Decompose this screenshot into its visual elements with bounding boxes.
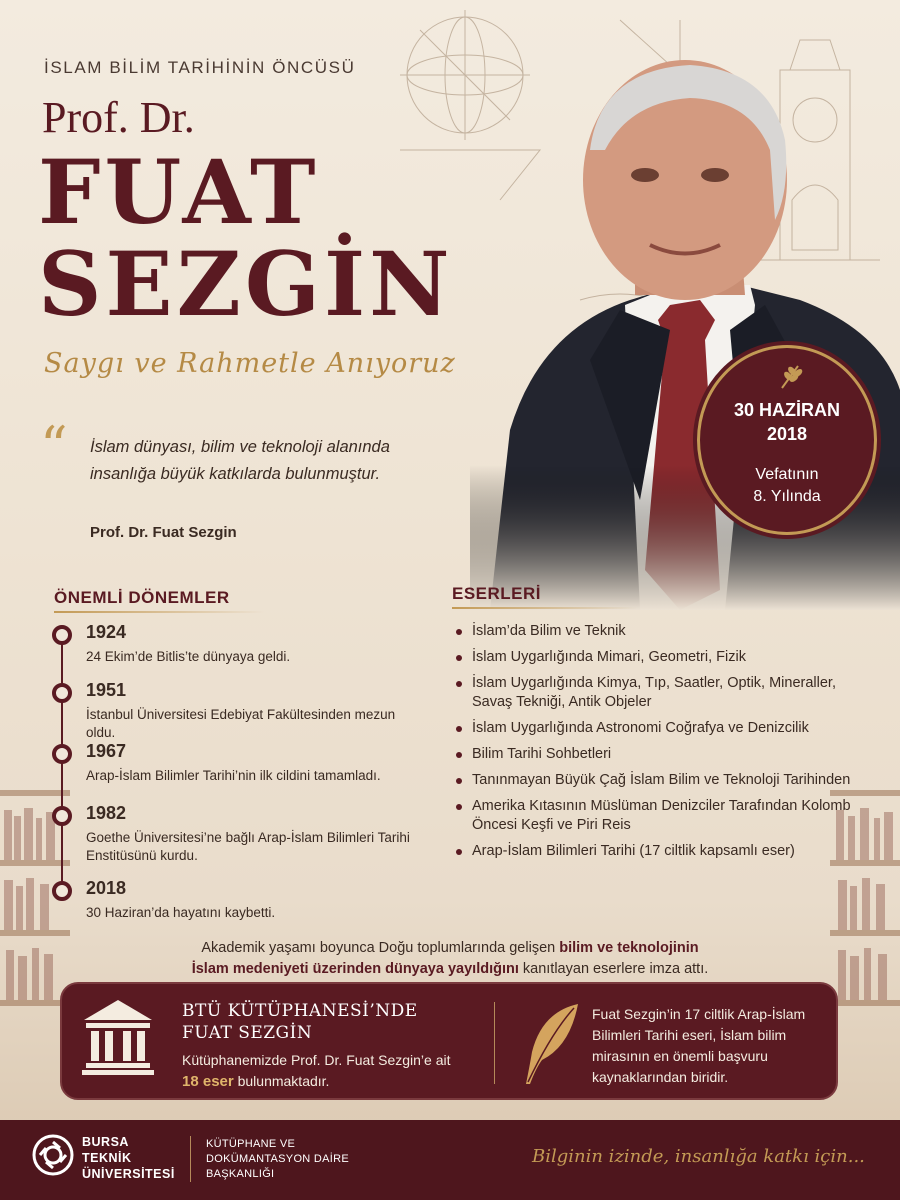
timeline-year: 1967: [86, 741, 127, 761]
footer-slogan: Bilginin izinde, insanlığa katkı için...: [532, 1146, 865, 1167]
quote-author: Prof. Dr. Fuat Sezgin: [90, 524, 237, 541]
quote-mark-icon: “: [40, 415, 68, 478]
banner-divider: [494, 1002, 495, 1084]
library-title-line-2: FUAT SEZGİN: [182, 1023, 313, 1043]
list-item: [452, 622, 852, 641]
timeline-year: 1924: [86, 622, 127, 642]
library-text: [182, 1050, 482, 1092]
first-name: FUAT: [38, 140, 320, 244]
university-name: [82, 1134, 175, 1182]
header-kicker: İSLAM BİLİM TARİHİNİN ÖNCÜSÜ: [44, 58, 356, 77]
summary-highlight-1: bilim ve teknolojinin: [559, 940, 699, 956]
timeline-desc: Goethe Üniversitesi’ne bağlı Arap-İslam Bilimleri Tarihi Enstitüsünü kurdu.: [86, 830, 410, 863]
bullet-icon: [456, 629, 462, 635]
bullet-icon: [456, 849, 462, 855]
summary-part-1: Akademik yaşamı boyunca Doğu toplumlarında gelişen: [201, 940, 560, 956]
timeline-dot: [52, 625, 72, 645]
wheat-icon: [776, 362, 804, 390]
date-badge: [697, 345, 877, 535]
bullet-icon: [456, 681, 462, 687]
work-title: İslam’da Bilim ve Teknik: [472, 623, 626, 639]
university-logo-icon: [30, 1132, 76, 1178]
tribute-line: Saygı ve Rahmetle Anıyoruz: [44, 348, 456, 379]
list-item: [452, 719, 852, 738]
list-item: [452, 771, 852, 790]
timeline-desc: Arap-İslam Bilimler Tarihi’nin ilk cildini tamamladı.: [86, 768, 381, 783]
timeline-dot: [52, 683, 72, 703]
date-line-2: 2018: [766, 424, 808, 444]
timeline-desc: 30 Haziran’da hayatını kaybetti.: [86, 905, 276, 920]
library-building-icon: [80, 996, 156, 1076]
date-sub-2: 8. Yılında: [753, 488, 821, 505]
library-right-text: Fuat Sezgin’in 17 ciltlik Arap-İslam Bilimleri Tarihi eseri, İslam bilim mirasının en önemli başvuru kaynaklarından biridir.: [592, 1006, 806, 1085]
department-name-line-2: DOKÜMANTASYON DAİRE: [206, 1153, 350, 1165]
list-item: [452, 842, 852, 861]
library-title: [182, 1000, 418, 1044]
university-name-line-1: BURSA: [82, 1135, 129, 1149]
list-item: [452, 797, 852, 835]
timeline-year: 1982: [86, 803, 127, 823]
footer: [0, 1120, 900, 1200]
bullet-icon: [456, 655, 462, 661]
timeline-year: 2018: [86, 878, 127, 898]
list-item: [452, 674, 852, 712]
department-name-line-1: KÜTÜPHANE VE: [206, 1138, 296, 1150]
work-title: İslam Uygarlığında Kimya, Tıp, Saatler, Optik, Mineraller, Savaş Tekniği, Antik Objeler: [472, 675, 836, 710]
quote-text: İslam dünyası, bilim ve teknoloji alanında insanlığa büyük katkılarda bulunmuştur.: [90, 438, 390, 483]
periods-title: ÖNEMLİ DÖNEMLER: [54, 588, 230, 607]
timeline-dot: [52, 744, 72, 764]
library-banner: [60, 982, 838, 1100]
timeline-desc: 24 Ekim’de Bitlis’te dünyaya geldi.: [86, 649, 291, 664]
department-name-line-3: BAŞKANLIĞI: [206, 1168, 275, 1180]
works-title: ESERLERİ: [452, 584, 542, 603]
bullet-icon: [456, 726, 462, 732]
list-item: [452, 648, 852, 667]
periods-underline: [54, 611, 264, 613]
library-text-part-2: bulunmaktadır.: [233, 1073, 330, 1089]
library-count: 18 eser: [182, 1073, 234, 1090]
works-list: [452, 622, 852, 868]
date-sub-1: Vefatının: [755, 466, 819, 483]
list-item: [452, 745, 852, 764]
work-title: Bilim Tarihi Sohbetleri: [472, 746, 612, 762]
university-name-line-3: ÜNİVERSİTESİ: [82, 1167, 175, 1181]
work-title: İslam Uygarlığında Astronomi Coğrafya ve Denizcilik: [472, 720, 809, 736]
university-name-line-2: TEKNİK: [82, 1151, 132, 1165]
works-underline: [452, 607, 637, 609]
footer-divider: [190, 1136, 191, 1182]
last-name: SEZGİN: [38, 232, 454, 336]
feather-quill-icon: [522, 1002, 582, 1086]
summary-part-2: kanıtlayan eserlere imza attı.: [518, 961, 709, 977]
department-name: [206, 1137, 349, 1182]
date-line-1: 30 HAZİRAN: [733, 400, 840, 420]
bullet-icon: [456, 778, 462, 784]
timeline-dot: [52, 881, 72, 901]
timeline-year: 1951: [86, 680, 127, 700]
work-title: İslam Uygarlığında Mimari, Geometri, Fizik: [472, 649, 746, 665]
bullet-icon: [456, 804, 462, 810]
work-title: Tanınmayan Büyük Çağ İslam Bilim ve Teknoloji Tarihinden: [472, 772, 851, 788]
title-prefix: Prof. Dr.: [42, 93, 195, 142]
timeline-dot: [52, 806, 72, 826]
timeline-desc: İstanbul Üniversitesi Edebiyat Fakültesinden mezun oldu.: [86, 707, 396, 740]
summary-text: [90, 938, 810, 980]
library-text-part-1: Kütüphanemizde Prof. Dr. Fuat Sezgin’e ait: [182, 1052, 451, 1068]
work-title: Arap-İslam Bilimleri Tarihi (17 ciltlik kapsamlı eser): [472, 843, 795, 859]
portrait-photo: [470, 30, 900, 610]
bullet-icon: [456, 752, 462, 758]
work-title: Amerika Kıtasının Müslüman Denizciler Tarafından Kolomb Öncesi Keşfi ve Piri Reis: [472, 798, 851, 833]
library-title-line-1: BTÜ KÜTÜPHANESİ’NDE: [182, 1001, 418, 1021]
summary-highlight-2: İslam medeniyeti üzerinden dünyaya yayıldığını: [191, 961, 519, 977]
